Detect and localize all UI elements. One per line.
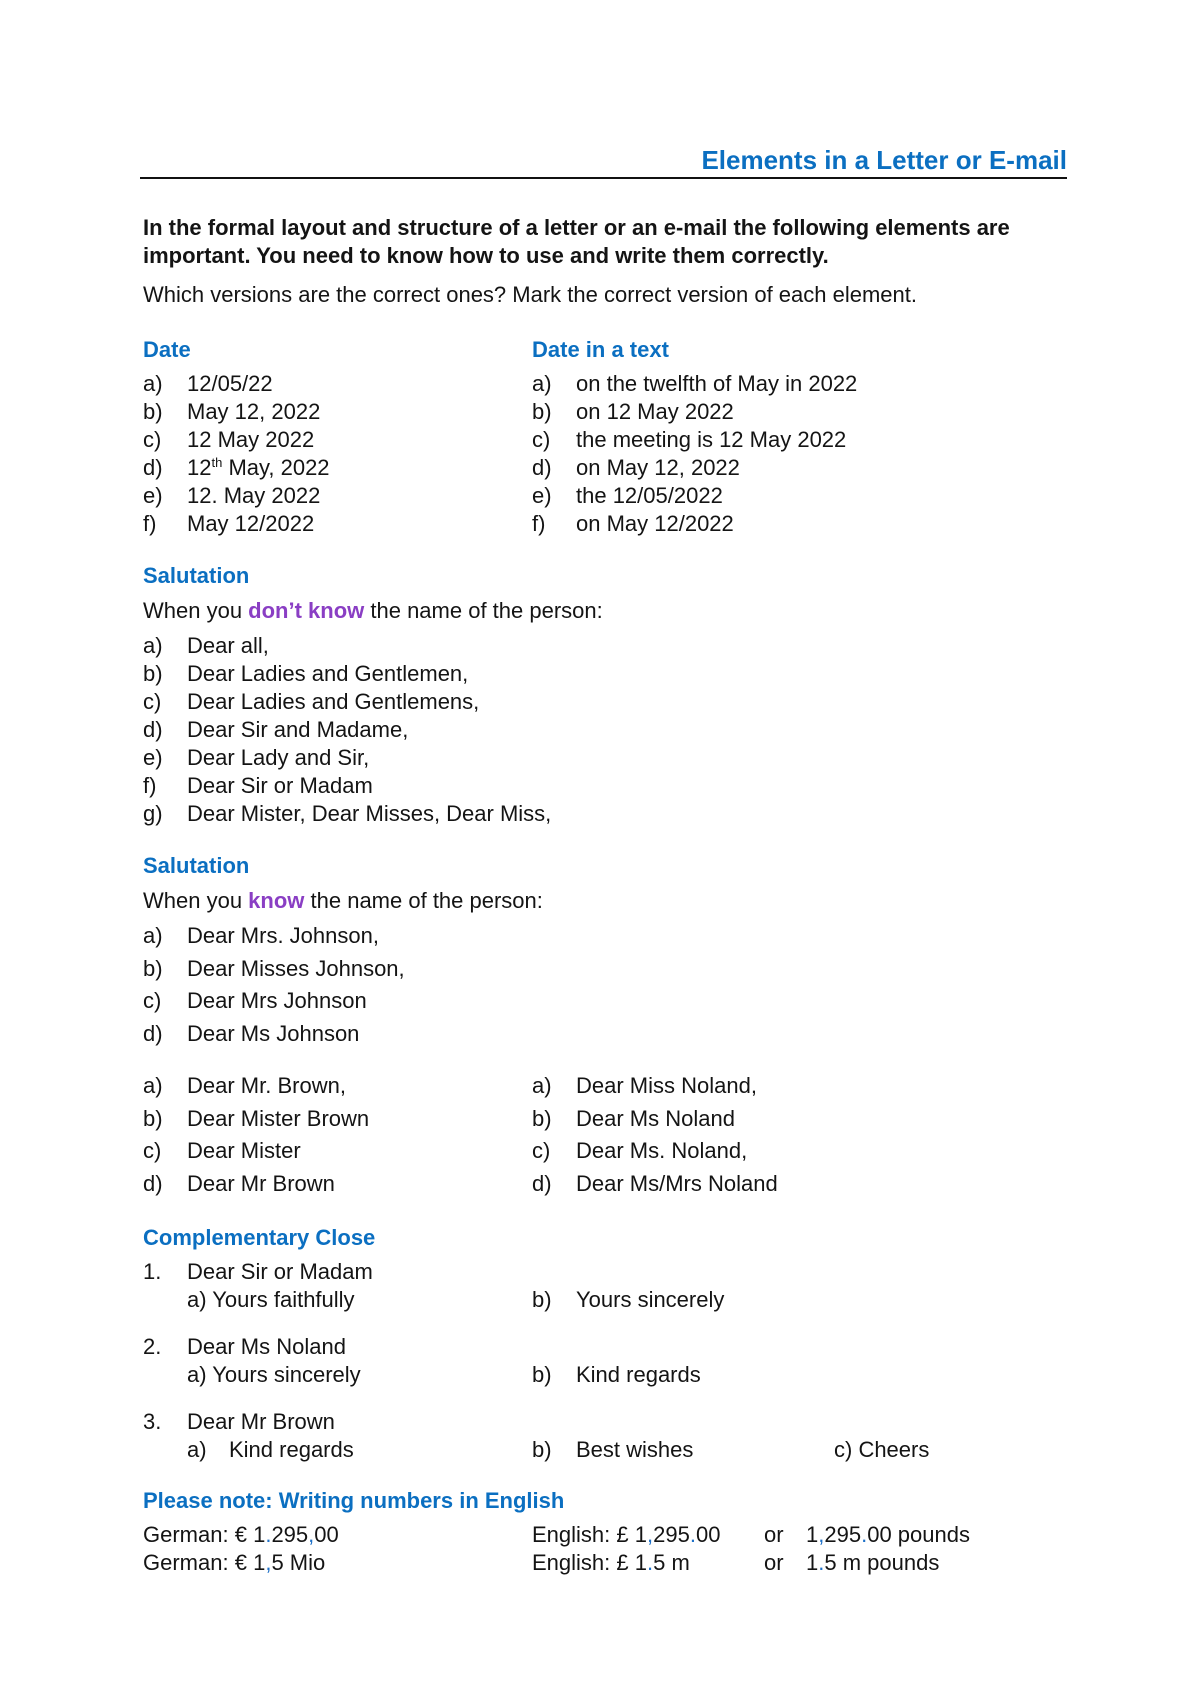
date-in-text-heading: Date in a text — [532, 337, 669, 362]
english-label: English: — [532, 1522, 611, 1547]
option-text: Dear Sir and Madame, — [187, 717, 409, 742]
list-item[interactable] — [532, 370, 857, 398]
list-item[interactable] — [532, 482, 857, 510]
salutation-known-heading: Salutation — [143, 853, 250, 878]
amount-part: £ 1 — [616, 1522, 647, 1547]
option-marker: a) — [532, 1073, 552, 1098]
separator: . — [265, 1522, 272, 1547]
close-1-option-a[interactable]: a) Yours faithfully — [187, 1287, 355, 1312]
amount-part: 295 — [653, 1522, 690, 1547]
question-text: Dear Sir or Madam — [187, 1259, 373, 1284]
question-text: Dear Mr Brown — [187, 1409, 335, 1434]
separator: . — [861, 1522, 868, 1547]
salutation-unknown-heading: Salutation — [143, 563, 250, 588]
option-marker: c) — [143, 1138, 162, 1163]
separator: . — [689, 1522, 696, 1547]
question-number: 3. — [143, 1409, 162, 1434]
amount-part: € 1 — [234, 1550, 266, 1575]
amount-part: £ 1 — [616, 1550, 647, 1575]
title-rule — [140, 177, 1067, 179]
option-text: on 12 May 2022 — [576, 399, 734, 424]
option-marker: a) — [143, 371, 163, 396]
amount-part: 5 m pounds — [824, 1550, 940, 1575]
option-text: Dear Ladies and Gentlemen, — [187, 661, 469, 686]
date-heading: Date — [143, 337, 191, 362]
close-question-3 — [143, 1408, 335, 1436]
option-marker: e) — [143, 483, 163, 508]
option-marker: d) — [532, 1170, 552, 1196]
option-marker: c) — [143, 427, 162, 452]
option-text: on May 12, 2022 — [576, 455, 740, 480]
salutation-noland-options — [532, 1070, 778, 1200]
instruction-text: Which versions are the correct ones? Mark the correct version of each element. — [143, 282, 918, 307]
amount-part: 5 m — [653, 1550, 690, 1575]
amount-part: 00 — [695, 1522, 721, 1547]
list-item[interactable] — [143, 716, 551, 744]
option-text: Dear Ms Noland — [576, 1105, 735, 1131]
amount-part: 1 — [806, 1522, 819, 1547]
list-item[interactable] — [143, 772, 551, 800]
option-text: 12. May 2022 — [187, 483, 321, 508]
close-question-2 — [143, 1333, 346, 1361]
option-text: Dear Misses Johnson, — [187, 955, 405, 981]
amount-part: 5 Mio — [271, 1550, 326, 1575]
german-label: German: — [143, 1522, 229, 1547]
option-marker: d) — [143, 455, 163, 480]
option-marker: c) — [532, 1138, 551, 1163]
option-text: Dear Ms/Mrs Noland — [576, 1170, 778, 1196]
amount-part: 1 — [806, 1550, 819, 1575]
list-item[interactable] — [532, 398, 857, 426]
close-3-option-a[interactable] — [187, 1436, 354, 1464]
list-item[interactable] — [143, 1135, 369, 1168]
close-2-option-a[interactable]: a) Yours sincerely — [187, 1362, 361, 1387]
numbers-row-2-english — [532, 1549, 690, 1577]
list-item[interactable] — [143, 1070, 369, 1103]
list-item[interactable] — [143, 660, 551, 688]
option-marker: f) — [532, 511, 546, 536]
amount-part: 00 — [314, 1522, 339, 1547]
question-number: 1. — [143, 1259, 162, 1284]
numbers-row-1-german — [143, 1521, 339, 1549]
salutation-known-options — [143, 920, 405, 1050]
close-question-1 — [143, 1258, 373, 1286]
option-text: May 12/2022 — [187, 511, 315, 536]
close-1-option-b[interactable] — [532, 1286, 724, 1314]
salutation-brown-options — [143, 1070, 369, 1200]
list-item[interactable] — [532, 510, 857, 538]
list-item[interactable] — [143, 426, 330, 454]
option-text: the meeting is 12 May 2022 — [576, 427, 847, 452]
option-text: Kind regards — [229, 1437, 354, 1462]
list-item[interactable] — [532, 1168, 778, 1201]
option-marker: b) — [532, 1105, 552, 1131]
list-item[interactable] — [532, 454, 857, 482]
option-marker: b) — [143, 399, 163, 424]
option-text: Dear Mr Brown — [187, 1170, 335, 1196]
list-item[interactable] — [532, 1070, 778, 1103]
intro-text: the name of the person: — [364, 598, 603, 623]
option-marker: d) — [143, 717, 163, 742]
option-marker: a) — [143, 923, 163, 948]
list-item[interactable] — [143, 370, 330, 398]
intro-text: When you — [143, 598, 249, 623]
english-label: English: — [532, 1550, 611, 1575]
list-item[interactable] — [143, 688, 551, 716]
separator: , — [308, 1522, 315, 1547]
option-text: 12 May 2022 — [187, 427, 315, 452]
option-marker: a) — [532, 371, 552, 396]
emphasis-text: don’t know — [248, 598, 365, 623]
option-text: May 12, 2022 — [187, 399, 321, 424]
option-marker: d) — [143, 1170, 163, 1196]
question-text: Dear Ms Noland — [187, 1334, 346, 1359]
option-marker: e) — [532, 483, 552, 508]
list-item[interactable] — [532, 1135, 778, 1168]
emphasis-text: know — [248, 888, 305, 913]
list-item[interactable] — [532, 1103, 778, 1136]
option-text: Dear Ladies and Gentlemens, — [187, 689, 480, 714]
option-marker: b) — [532, 1287, 552, 1312]
ordinal-suffix: th — [211, 455, 223, 470]
numbers-row-1-alt — [806, 1521, 970, 1549]
close-2-option-b[interactable] — [532, 1361, 701, 1389]
separator: . — [647, 1550, 654, 1575]
list-item[interactable] — [143, 1018, 405, 1051]
option-text: Dear Miss Noland, — [576, 1073, 757, 1098]
list-item[interactable] — [143, 398, 330, 426]
option-text: May, 2022 — [222, 455, 330, 480]
option-text: Dear Lady and Sir, — [187, 745, 370, 770]
option-marker: f) — [143, 511, 157, 536]
option-marker: c) — [532, 427, 551, 452]
german-label: German: — [143, 1550, 229, 1575]
option-marker: a) — [143, 1073, 163, 1098]
option-marker: b) — [532, 399, 552, 424]
option-text: Dear Mister — [187, 1138, 301, 1163]
list-item[interactable] — [143, 920, 405, 953]
option-marker: a) — [187, 1437, 207, 1462]
salutation-unknown-options — [143, 632, 551, 828]
separator: . — [818, 1550, 825, 1575]
option-text: Dear Ms Johnson — [187, 1020, 360, 1046]
amount-part: 295 — [271, 1522, 309, 1547]
amount-part: € 1 — [234, 1522, 266, 1547]
amount-part: 00 pounds — [867, 1522, 970, 1547]
option-text: Dear Mr. Brown, — [187, 1073, 346, 1098]
numbers-row-1-english — [532, 1521, 720, 1549]
list-item[interactable] — [143, 800, 551, 828]
intro-text: When you — [143, 888, 249, 913]
separator: , — [265, 1550, 272, 1575]
list-item[interactable] — [532, 426, 857, 454]
list-item[interactable] — [143, 632, 551, 660]
list-item[interactable] — [143, 1103, 369, 1136]
intro-text: In the formal layout and structure of a letter or an e-mail the following elements are important. You need to know how to use and write them correctly. — [143, 215, 1010, 268]
list-item[interactable] — [143, 510, 330, 538]
option-marker: c) — [143, 689, 162, 714]
numbers-row-1-or: or — [764, 1522, 784, 1547]
numbers-row-2-or: or — [764, 1550, 784, 1575]
salutation-unknown-intro — [143, 597, 603, 625]
option-marker: f) — [143, 773, 157, 798]
option-text: Dear all, — [187, 633, 269, 658]
close-3-option-b[interactable] — [532, 1436, 693, 1464]
option-marker: d) — [532, 455, 552, 480]
page-title: Elements in a Letter or E-mail — [701, 145, 1067, 175]
numbers-heading: Please note: Writing numbers in English — [143, 1488, 565, 1513]
option-text: 12 — [187, 455, 212, 480]
date-options — [143, 370, 330, 538]
option-marker: b) — [143, 955, 163, 981]
list-item[interactable] — [143, 482, 330, 510]
option-marker: g) — [143, 801, 163, 826]
list-item[interactable] — [143, 985, 405, 1018]
option-marker: b) — [143, 1105, 163, 1131]
option-text: Kind regards — [576, 1362, 701, 1387]
option-text: Yours sincerely — [576, 1287, 725, 1312]
list-item[interactable] — [143, 953, 405, 986]
option-marker: c) — [143, 988, 162, 1013]
option-text: Dear Mister Brown — [187, 1105, 370, 1131]
option-text: Dear Ms. Noland, — [576, 1138, 748, 1163]
option-marker: b) — [532, 1437, 552, 1462]
separator: , — [818, 1522, 825, 1547]
date-in-text-options — [532, 370, 857, 538]
numbers-row-2-german — [143, 1549, 325, 1577]
list-item[interactable] — [143, 1168, 369, 1201]
option-text: Dear Sir or Madam — [187, 773, 373, 798]
option-marker: d) — [143, 1020, 163, 1046]
numbers-row-2-alt — [806, 1549, 939, 1577]
option-text: on the twelfth of May in 2022 — [576, 371, 858, 396]
option-marker: a) — [143, 633, 163, 658]
list-item[interactable] — [143, 744, 551, 772]
list-item[interactable] — [143, 454, 330, 482]
separator: , — [647, 1522, 654, 1547]
option-marker: e) — [143, 745, 163, 770]
option-text: 12/05/22 — [187, 371, 273, 396]
intro-text: the name of the person: — [304, 888, 543, 913]
question-number: 2. — [143, 1334, 162, 1359]
option-marker: b) — [532, 1362, 552, 1387]
complementary-close-heading: Complementary Close — [143, 1225, 376, 1250]
close-3-option-c[interactable]: c) Cheers — [834, 1437, 930, 1462]
option-text: Dear Mrs Johnson — [187, 988, 367, 1013]
option-text: Dear Mrs. Johnson, — [187, 923, 379, 948]
option-text: on May 12/2022 — [576, 511, 734, 536]
option-text: Best wishes — [576, 1437, 694, 1462]
amount-part: 295 — [824, 1522, 862, 1547]
option-marker: b) — [143, 661, 163, 686]
option-text: Dear Mister, Dear Misses, Dear Miss, — [187, 801, 552, 826]
salutation-known-intro — [143, 887, 543, 915]
option-text: the 12/05/2022 — [576, 483, 723, 508]
